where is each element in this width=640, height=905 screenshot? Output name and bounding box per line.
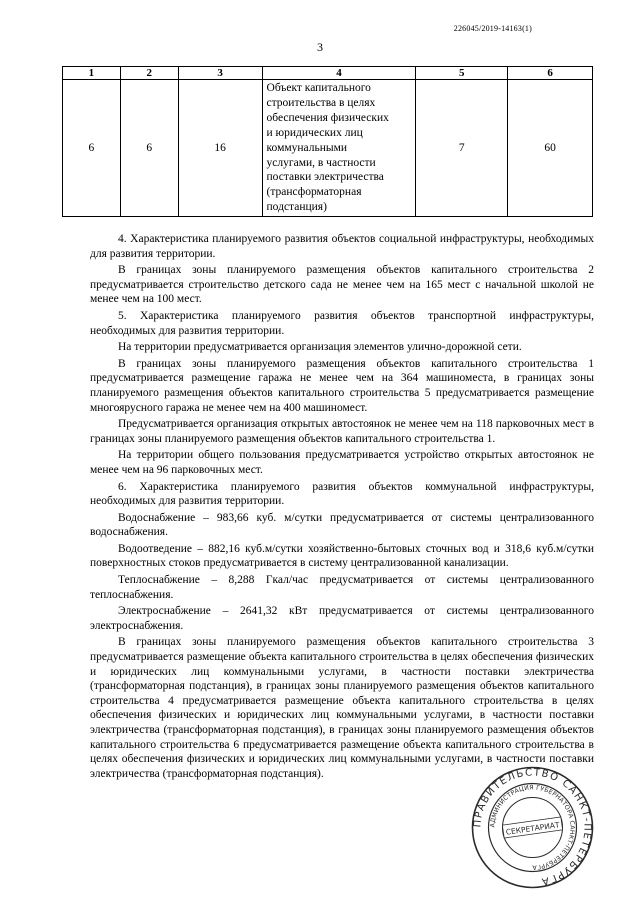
paragraph: 4. Характеристика планируемого развития объектов социальной инфраструктуры, необходимых для развития территории.	[90, 233, 594, 260]
paragraph: Водоотведение – 882,16 куб.м/сутки хозяйственно-бытовых сточных вод и 318,6 куб.м/сутки поверхностных стоков предусматривается в систему централизованной канализации.	[90, 542, 594, 570]
table-header-cell: 4	[262, 67, 416, 80]
body-text	[90, 232, 594, 783]
object-line: и юридических лиц	[266, 126, 363, 139]
paragraph: Предусматривается организация открытых автостоянок не менее чем на 118 парковочных мест в границах зоны планируемого размещения объектов капитального строительства 1.	[90, 418, 594, 445]
table-cell: 60	[508, 80, 593, 217]
table-header-cell: 1	[63, 67, 121, 80]
table-header-cell: 3	[178, 67, 262, 80]
table-cell: 6	[120, 80, 178, 217]
object-line: поставки электричества	[266, 171, 384, 184]
object-line: (трансформаторная	[266, 186, 362, 199]
table-row	[63, 80, 593, 217]
paragraph: На территории общего пользования предусматривается устройство открытых автостоянок не менее чем на 96 парковочных мест.	[90, 449, 594, 476]
table-header-cell: 6	[508, 67, 593, 80]
table-header-cell: 5	[416, 67, 508, 80]
object-line: обеспечения физических	[266, 111, 389, 124]
paragraph: В границах зоны планируемого размещения объектов капитального строительства 3 предусматривается размещение объекта капитального строительства в целях обеспечения физических и юридических лиц коммунальными услугами, в частности поставки электричества (трансформаторная подстанция), в границах зоны планируемого размещения объектов капитального строительства 4 предусматривается размещение объекта капитального строительства в целях обеспечения физических и юридических лиц коммунальными услугами, в частности поставки электричества (трансформаторная подстанция), в границах зоны планируемого размещения объектов капитального строительства 6 предусматривается размещение объекта капитального строительства в целях обеспечения физических и юридических лиц коммунальными услугами, в частности поставки электричества (трансформаторная подстанция).	[90, 636, 594, 780]
table-cell-object	[262, 80, 416, 217]
table-cell: 16	[178, 80, 262, 217]
svg-text:ПРАВИТЕЛЬСТВО САНКТ-ПЕТЕРБУРГА: ПРАВИТЕЛЬСТВО САНКТ-ПЕТЕРБУРГА	[472, 767, 593, 887]
object-line: коммунальными	[266, 141, 348, 154]
page-number: 3	[317, 40, 323, 54]
paragraph: Теплоснабжение – 8,288 Гкал/час предусматривается от системы централизованного теплоснабжения.	[90, 574, 594, 601]
table-header-cell: 2	[120, 67, 178, 80]
paragraph: Электроснабжение – 2641,32 кВт предусматривается от системы централизованного электроснабжения.	[90, 605, 594, 632]
data-table	[62, 66, 593, 217]
svg-text:СЕКРЕТАРИАТ: СЕКРЕТАРИАТ	[505, 820, 561, 837]
paragraph: Водоснабжение – 983,66 куб. м/сутки предусматривается от системы централизованного водоснабжения.	[90, 511, 594, 539]
document-number: 226045/2019-14163(1)	[453, 24, 532, 33]
object-line: Объект капитального	[266, 82, 371, 94]
official-seal	[470, 765, 595, 890]
object-line: подстанция)	[266, 201, 327, 214]
paragraph: В границах зоны планируемого размещения объектов капитального строительства 1 предусматривается размещение гаража не менее чем на 364 машиноместа, в границах зоны планируемого размещения объектов капитального строительства 5 предусматривается размещение многоярусного гаража не менее чем на 400 машиномест.	[90, 357, 594, 414]
paragraph: На территории предусматривается организация элементов улично-дорожной сети.	[118, 341, 522, 354]
svg-text:АДМИНИСТРАЦИЯ ГУБЕРНАТОРА САНК: АДМИНИСТРАЦИЯ ГУБЕРНАТОРА САНКТ-ПЕТЕРБУРГА	[489, 784, 576, 871]
paragraph: В границах зоны планируемого размещения объектов капитального строительства 2 предусматривается строительство детского сада не менее чем на 165 мест с начальной школой не менее чем на 100 мест.	[90, 264, 594, 306]
table-cell: 6	[63, 80, 121, 217]
table-header-row	[63, 67, 593, 80]
object-line: строительства в целях	[266, 96, 376, 109]
object-line: услугами, в частности	[266, 156, 376, 169]
paragraph: 5. Характеристика планируемого развития объектов транспортной инфраструктуры, необходимых для развития территории.	[90, 309, 594, 337]
paragraph: 6. Характеристика планируемого развития объектов коммунальной инфраструктуры, необходимых для развития территории.	[90, 480, 594, 508]
table-cell: 7	[416, 80, 508, 217]
